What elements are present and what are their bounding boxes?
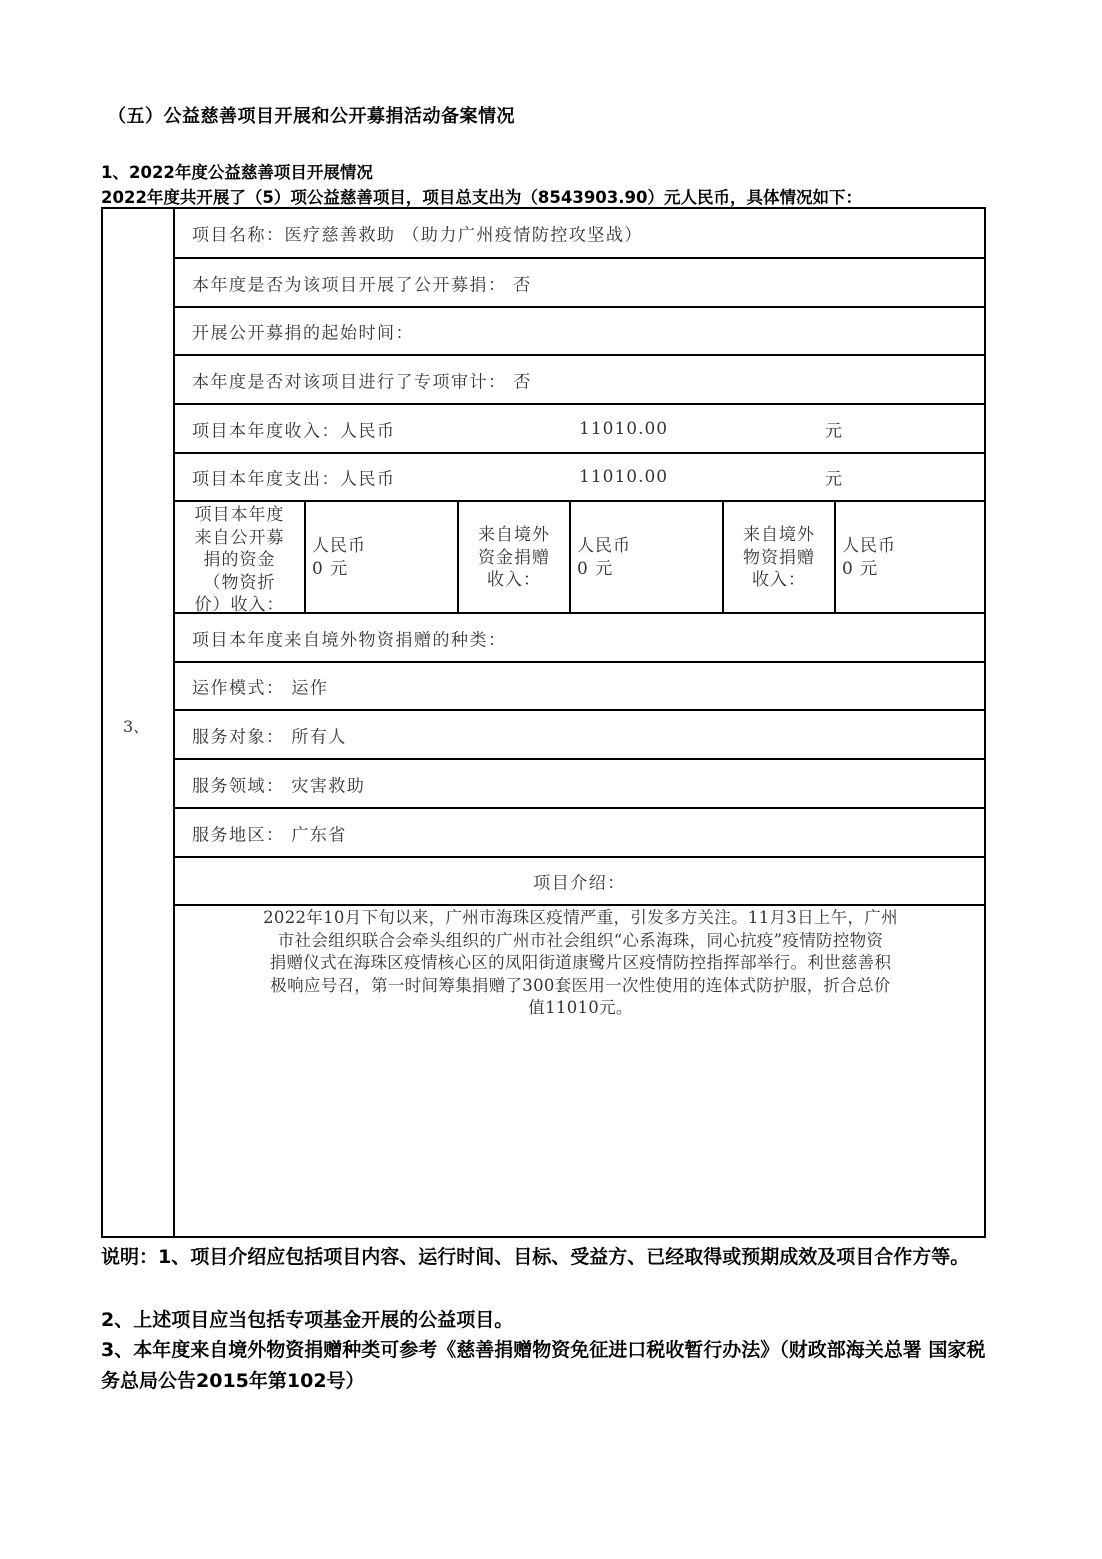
foreign-fund-income-label-cell [459, 502, 571, 612]
expense-unit: 元 [825, 469, 844, 490]
foreign-material-income-value: 人民币 0 元 [842, 536, 896, 579]
note-2: 2、上述项目应当包括专项基金开展的公益项目。 [101, 1309, 514, 1331]
operation-mode-row [175, 663, 984, 711]
note-3: 3、本年度来自境外物资捐赠种类可参考《慈善捐赠物资免征进口税收暂行办法》（财政部海关总署 国家税务总局公告2015年第102号） [101, 1339, 986, 1392]
income-unit: 元 [825, 421, 844, 441]
foreign-material-types: 项目本年度来自境外物资捐赠的种类： [192, 630, 507, 650]
foreign-material-income-label-cell [724, 502, 836, 612]
fundraising-start-row [175, 308, 984, 356]
summary-line: 2022年度共开展了（5）项公益慈善项目，项目总支出为（8543903.90）元人民币，具体情况如下： [101, 188, 862, 207]
expense-row [175, 454, 984, 502]
income-amount: 11010.00 [579, 418, 669, 439]
service-field-row [175, 760, 984, 809]
public-fundraising-income-label-cell [175, 502, 306, 615]
note-1: 说明：1、项目介绍应包括项目内容、运行时间、目标、受益方、已经取得或预期成效及项目合作方等。 [101, 1246, 970, 1268]
section-heading: （五）公益慈善项目开展和公开募捐活动备案情况 [108, 106, 515, 127]
intro-title: 项目介绍： [533, 873, 626, 894]
index-column [103, 209, 175, 1236]
project-introduction: 2022年10月下旬以来，广州市海珠区疫情严重，引发多方关注。11月3日上午，广州 市社会组织联合会牵头组织的广州市社会组织“心系海珠，同心抗疫”疫情防控物资 捐赠仪式在海珠区疫情核心区的凤阳街道康鹭片区疫情防控指挥部举行。利世慈善积 极响应号召，第一时间筹集捐赠了300套医用一次性使用的连体式防护服，折合总价 值11010元。 [263, 908, 898, 1017]
foreign-material-income-value-cell [836, 502, 984, 612]
special-audit: 本年度是否对该项目进行了专项审计： 否 [192, 372, 532, 392]
service-target-row [175, 711, 984, 760]
income-label: 项目本年度收入：人民币 [192, 421, 396, 441]
operation-mode: 运作模式： 运作 [192, 678, 329, 699]
intro-title-row [175, 858, 984, 906]
project-name-row [175, 209, 984, 259]
foreign-fund-income-value: 人民币 0 元 [577, 536, 631, 579]
project-rows [175, 209, 984, 1236]
public-fundraising-row [175, 259, 984, 308]
public-fundraising: 本年度是否为该项目开展了公开募捐： 否 [192, 275, 532, 295]
service-region: 服务地区： 广东省 [192, 825, 347, 845]
income-row [175, 405, 984, 454]
subheading: 1、2022年度公益慈善项目开展情况 [101, 163, 373, 182]
service-region-row [175, 809, 984, 858]
foreign-material-income-label: 来自境外 物资捐赠 收入： [743, 525, 815, 590]
expense-amount: 11010.00 [579, 467, 669, 487]
foreign-material-types-row [175, 614, 984, 663]
service-target: 服务对象： 所有人 [192, 727, 347, 747]
project-table [101, 207, 986, 1238]
expense-label: 项目本年度支出：人民币 [192, 469, 396, 490]
project-name: 项目名称：医疗慈善救助 （助力广州疫情防控攻坚战） [192, 225, 643, 246]
public-fundraising-income-value: 人民币 0 元 [312, 536, 366, 579]
foreign-fund-income-value-cell [571, 502, 724, 612]
service-field: 服务领域： 灾害救助 [192, 776, 366, 796]
project-index: 3、 [123, 717, 150, 736]
special-audit-row [175, 356, 984, 405]
fundraising-start: 开展公开募捐的起始时间： [192, 323, 414, 344]
foreign-fund-income-label: 来自境外 资金捐赠 收入： [478, 525, 550, 590]
income-sources-row [175, 502, 984, 614]
public-fundraising-income-label: 项目本年度 来自公开募 捐的资金 （物资折 价）收入： [194, 505, 285, 615]
public-fundraising-income-value-cell [306, 502, 459, 612]
